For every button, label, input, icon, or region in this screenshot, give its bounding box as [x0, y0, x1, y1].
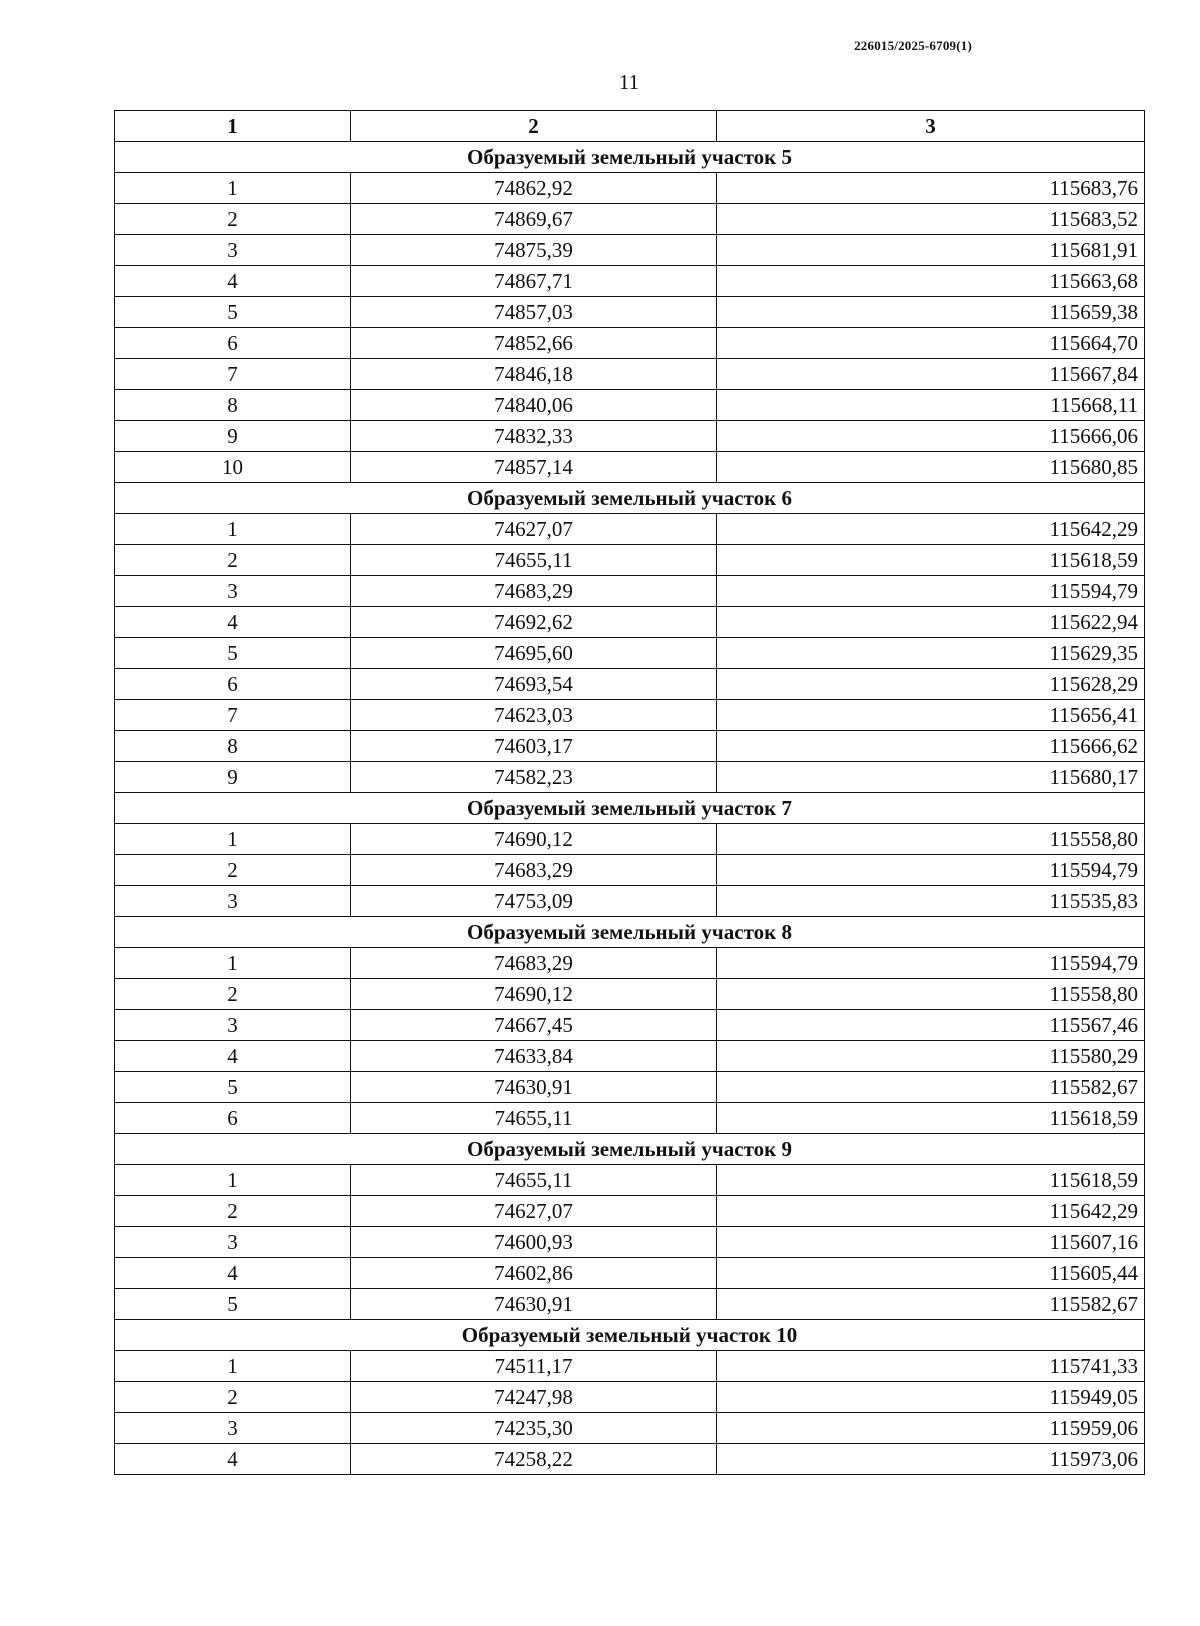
table-row: [115, 452, 1145, 483]
table-row: [115, 1289, 1145, 1320]
x-coordinate-cell: 74627,07: [351, 1196, 717, 1227]
x-coordinate-cell: 74582,23: [351, 762, 717, 793]
y-coordinate-cell: 115622,94: [717, 607, 1145, 638]
x-coordinate-cell: 74690,12: [351, 824, 717, 855]
section-title: Образуемый земельный участок 9: [115, 1134, 1145, 1165]
table-row: [115, 1072, 1145, 1103]
table-row: [115, 173, 1145, 204]
x-coordinate-cell: 74846,18: [351, 359, 717, 390]
point-number-cell: 8: [115, 390, 351, 421]
x-coordinate-cell: 74667,45: [351, 1010, 717, 1041]
table-row: [115, 359, 1145, 390]
y-coordinate-cell: 115666,62: [717, 731, 1145, 762]
point-number-cell: 9: [115, 762, 351, 793]
y-coordinate-cell: 115656,41: [717, 700, 1145, 731]
y-coordinate-cell: 115618,59: [717, 545, 1145, 576]
x-coordinate-cell: 74603,17: [351, 731, 717, 762]
point-number-cell: 3: [115, 235, 351, 266]
point-number-cell: 6: [115, 1103, 351, 1134]
y-coordinate-cell: 115959,06: [717, 1413, 1145, 1444]
section-title: Образуемый земельный участок 5: [115, 142, 1145, 173]
x-coordinate-cell: 74600,93: [351, 1227, 717, 1258]
point-number-cell: 5: [115, 638, 351, 669]
table-row: [115, 700, 1145, 731]
y-coordinate-cell: 115628,29: [717, 669, 1145, 700]
point-number-cell: 2: [115, 545, 351, 576]
section-header-row: [115, 1134, 1145, 1165]
x-coordinate-cell: 74753,09: [351, 886, 717, 917]
table-row: [115, 1196, 1145, 1227]
table-row: [115, 576, 1145, 607]
y-coordinate-cell: 115659,38: [717, 297, 1145, 328]
y-coordinate-cell: 115667,84: [717, 359, 1145, 390]
section-header-row: [115, 483, 1145, 514]
table-row: [115, 607, 1145, 638]
table-row: [115, 1382, 1145, 1413]
y-coordinate-cell: 115683,76: [717, 173, 1145, 204]
point-number-cell: 4: [115, 1041, 351, 1072]
table-body: [115, 142, 1145, 1475]
x-coordinate-cell: 74832,33: [351, 421, 717, 452]
x-coordinate-cell: 74627,07: [351, 514, 717, 545]
y-coordinate-cell: 115567,46: [717, 1010, 1145, 1041]
column-header-x: 2: [351, 111, 717, 142]
point-number-cell: 7: [115, 700, 351, 731]
table-row: [115, 855, 1145, 886]
point-number-cell: 3: [115, 1010, 351, 1041]
section-header-row: [115, 917, 1145, 948]
table-row: [115, 731, 1145, 762]
x-coordinate-cell: 74655,11: [351, 545, 717, 576]
x-coordinate-cell: 74683,29: [351, 576, 717, 607]
x-coordinate-cell: 74247,98: [351, 1382, 717, 1413]
coordinates-table: [114, 110, 1145, 1475]
section-title: Образуемый земельный участок 7: [115, 793, 1145, 824]
table-row: [115, 390, 1145, 421]
table-row: [115, 1041, 1145, 1072]
table-row: [115, 669, 1145, 700]
x-coordinate-cell: 74258,22: [351, 1444, 717, 1475]
table-row: [115, 1165, 1145, 1196]
table-header-row: [115, 111, 1145, 142]
point-number-cell: 4: [115, 266, 351, 297]
section-title: Образуемый земельный участок 6: [115, 483, 1145, 514]
table-row: [115, 948, 1145, 979]
y-coordinate-cell: 115535,83: [717, 886, 1145, 917]
section-title: Образуемый земельный участок 8: [115, 917, 1145, 948]
y-coordinate-cell: 115949,05: [717, 1382, 1145, 1413]
y-coordinate-cell: 115680,17: [717, 762, 1145, 793]
y-coordinate-cell: 115666,06: [717, 421, 1145, 452]
y-coordinate-cell: 115668,11: [717, 390, 1145, 421]
y-coordinate-cell: 115558,80: [717, 824, 1145, 855]
table-row: [115, 1351, 1145, 1382]
point-number-cell: 1: [115, 948, 351, 979]
column-header-y: 3: [717, 111, 1145, 142]
point-number-cell: 4: [115, 1444, 351, 1475]
y-coordinate-cell: 115582,67: [717, 1289, 1145, 1320]
x-coordinate-cell: 74235,30: [351, 1413, 717, 1444]
table-row: [115, 421, 1145, 452]
x-coordinate-cell: 74695,60: [351, 638, 717, 669]
point-number-cell: 2: [115, 204, 351, 235]
y-coordinate-cell: 115580,29: [717, 1041, 1145, 1072]
x-coordinate-cell: 74840,06: [351, 390, 717, 421]
point-number-cell: 9: [115, 421, 351, 452]
point-number-cell: 2: [115, 855, 351, 886]
y-coordinate-cell: 115642,29: [717, 1196, 1145, 1227]
x-coordinate-cell: 74693,54: [351, 669, 717, 700]
point-number-cell: 3: [115, 886, 351, 917]
point-number-cell: 2: [115, 979, 351, 1010]
table-row: [115, 235, 1145, 266]
y-coordinate-cell: 115618,59: [717, 1103, 1145, 1134]
point-number-cell: 6: [115, 669, 351, 700]
x-coordinate-cell: 74862,92: [351, 173, 717, 204]
section-header-row: [115, 142, 1145, 173]
point-number-cell: 4: [115, 607, 351, 638]
point-number-cell: 1: [115, 173, 351, 204]
y-coordinate-cell: 115683,52: [717, 204, 1145, 235]
y-coordinate-cell: 115680,85: [717, 452, 1145, 483]
x-coordinate-cell: 74511,17: [351, 1351, 717, 1382]
y-coordinate-cell: 115741,33: [717, 1351, 1145, 1382]
y-coordinate-cell: 115663,68: [717, 266, 1145, 297]
y-coordinate-cell: 115642,29: [717, 514, 1145, 545]
x-coordinate-cell: 74875,39: [351, 235, 717, 266]
x-coordinate-cell: 74857,14: [351, 452, 717, 483]
x-coordinate-cell: 74633,84: [351, 1041, 717, 1072]
point-number-cell: 8: [115, 731, 351, 762]
column-header-point: 1: [115, 111, 351, 142]
table-row: [115, 638, 1145, 669]
x-coordinate-cell: 74623,03: [351, 700, 717, 731]
x-coordinate-cell: 74630,91: [351, 1289, 717, 1320]
x-coordinate-cell: 74602,86: [351, 1258, 717, 1289]
point-number-cell: 1: [115, 1165, 351, 1196]
x-coordinate-cell: 74655,11: [351, 1165, 717, 1196]
y-coordinate-cell: 115558,80: [717, 979, 1145, 1010]
y-coordinate-cell: 115664,70: [717, 328, 1145, 359]
table-row: [115, 1413, 1145, 1444]
x-coordinate-cell: 74852,66: [351, 328, 717, 359]
y-coordinate-cell: 115629,35: [717, 638, 1145, 669]
point-number-cell: 10: [115, 452, 351, 483]
table-row: [115, 1227, 1145, 1258]
table-row: [115, 762, 1145, 793]
point-number-cell: 5: [115, 1072, 351, 1103]
y-coordinate-cell: 115594,79: [717, 576, 1145, 607]
table-row: [115, 1010, 1145, 1041]
section-title: Образуемый земельный участок 10: [115, 1320, 1145, 1351]
point-number-cell: 2: [115, 1196, 351, 1227]
point-number-cell: 1: [115, 824, 351, 855]
y-coordinate-cell: 115594,79: [717, 948, 1145, 979]
x-coordinate-cell: 74630,91: [351, 1072, 717, 1103]
x-coordinate-cell: 74690,12: [351, 979, 717, 1010]
point-number-cell: 3: [115, 1413, 351, 1444]
y-coordinate-cell: 115582,67: [717, 1072, 1145, 1103]
point-number-cell: 5: [115, 297, 351, 328]
x-coordinate-cell: 74655,11: [351, 1103, 717, 1134]
x-coordinate-cell: 74692,62: [351, 607, 717, 638]
y-coordinate-cell: 115681,91: [717, 235, 1145, 266]
table-row: [115, 545, 1145, 576]
point-number-cell: 4: [115, 1258, 351, 1289]
y-coordinate-cell: 115605,44: [717, 1258, 1145, 1289]
table-row: [115, 824, 1145, 855]
point-number-cell: 5: [115, 1289, 351, 1320]
point-number-cell: 1: [115, 514, 351, 545]
x-coordinate-cell: 74867,71: [351, 266, 717, 297]
point-number-cell: 3: [115, 576, 351, 607]
point-number-cell: 3: [115, 1227, 351, 1258]
table-row: [115, 514, 1145, 545]
table-row: [115, 1444, 1145, 1475]
y-coordinate-cell: 115973,06: [717, 1444, 1145, 1475]
table-row: [115, 204, 1145, 235]
table-row: [115, 328, 1145, 359]
point-number-cell: 7: [115, 359, 351, 390]
x-coordinate-cell: 74683,29: [351, 948, 717, 979]
point-number-cell: 6: [115, 328, 351, 359]
section-header-row: [115, 793, 1145, 824]
table-row: [115, 266, 1145, 297]
page-number: 11: [618, 70, 640, 94]
point-number-cell: 2: [115, 1382, 351, 1413]
x-coordinate-cell: 74869,67: [351, 204, 717, 235]
section-header-row: [115, 1320, 1145, 1351]
y-coordinate-cell: 115594,79: [717, 855, 1145, 886]
y-coordinate-cell: 115607,16: [717, 1227, 1145, 1258]
point-number-cell: 1: [115, 1351, 351, 1382]
document-registration-number: 226015/2025-6709(1): [854, 38, 972, 53]
x-coordinate-cell: 74683,29: [351, 855, 717, 886]
x-coordinate-cell: 74857,03: [351, 297, 717, 328]
table-row: [115, 1258, 1145, 1289]
y-coordinate-cell: 115618,59: [717, 1165, 1145, 1196]
table-header: [115, 111, 1145, 142]
table-row: [115, 886, 1145, 917]
table-row: [115, 297, 1145, 328]
table-row: [115, 979, 1145, 1010]
table-row: [115, 1103, 1145, 1134]
